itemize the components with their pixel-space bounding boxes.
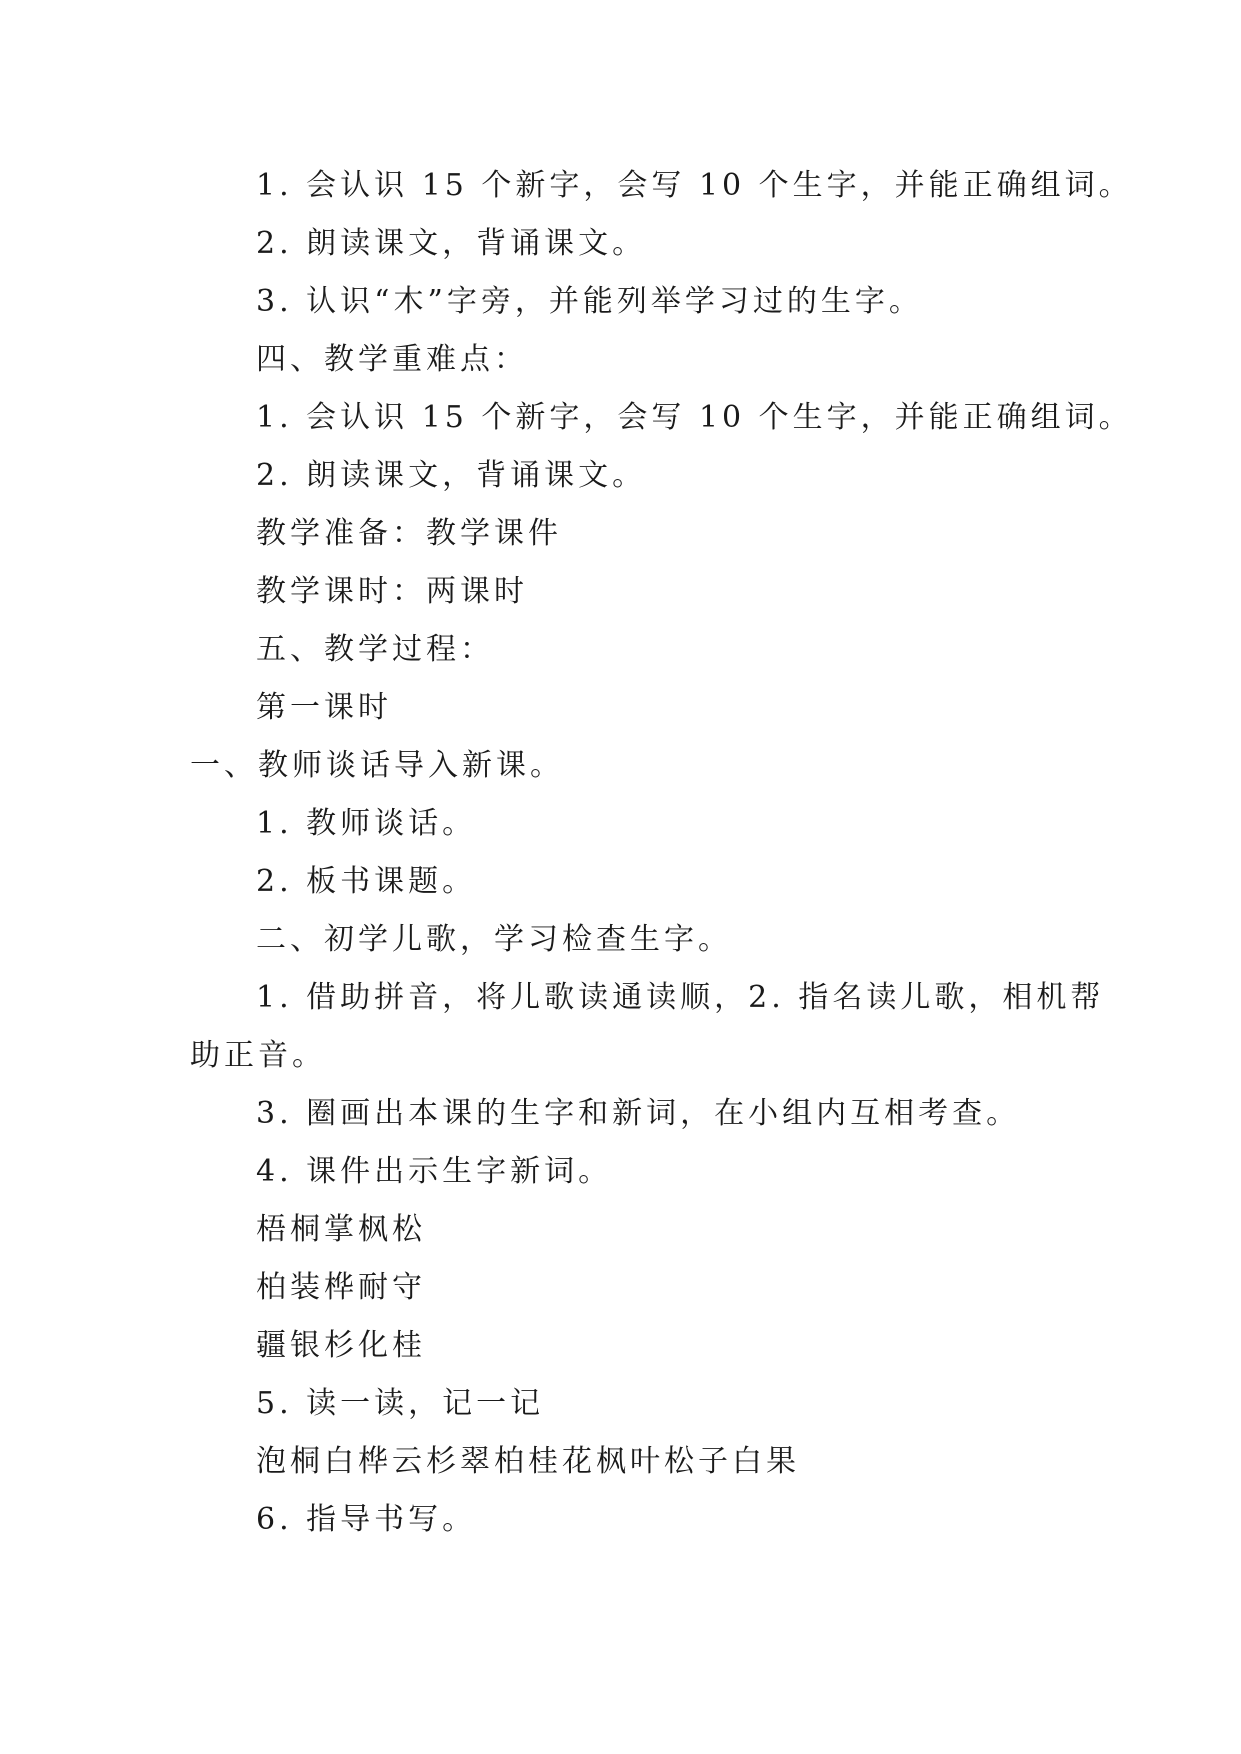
subsection-heading: 第一课时 bbox=[256, 690, 392, 725]
text-line: 教学课时：两课时 bbox=[256, 574, 528, 609]
text-line: 2. 朗读课文，背诵课文。 bbox=[256, 226, 647, 261]
section-heading: 五、教学过程： bbox=[256, 632, 494, 667]
section-heading: 四、教学重难点： bbox=[256, 342, 528, 377]
text-line: 1. 借助拼音，将儿歌读通读顺，2. 指名读儿歌，相机帮 bbox=[256, 980, 1105, 1015]
character-group: 柏装桦耐守 bbox=[256, 1270, 426, 1305]
text-line: 4. 课件出示生字新词。 bbox=[256, 1154, 613, 1189]
text-line: 2. 板书课题。 bbox=[256, 864, 477, 899]
text-line: 3. 圈画出本课的生字和新词，在小组内互相考查。 bbox=[256, 1096, 1021, 1131]
text-line: 5. 读一读，记一记 bbox=[256, 1386, 545, 1421]
text-line: 3. 认识“木”字旁，并能列举学习过的生字。 bbox=[256, 284, 923, 319]
character-group: 疆银杉化桂 bbox=[256, 1328, 426, 1363]
text-line: 6. 指导书写。 bbox=[256, 1502, 477, 1537]
section-heading: 一、教师谈话导入新课。 bbox=[190, 748, 564, 783]
word-list: 泡桐白桦云杉翠柏桂花枫叶松子白果 bbox=[256, 1444, 800, 1479]
text-line: 1. 会认识 15 个新字，会写 10 个生字，并能正确组词。 bbox=[256, 400, 1133, 435]
text-line: 1. 会认识 15 个新字，会写 10 个生字，并能正确组词。 bbox=[256, 168, 1133, 203]
text-line: 助正音。 bbox=[190, 1038, 326, 1073]
text-line: 2. 朗读课文，背诵课文。 bbox=[256, 458, 647, 493]
character-group: 梧桐掌枫松 bbox=[256, 1212, 426, 1247]
text-line: 教学准备：教学课件 bbox=[256, 516, 562, 551]
text-line: 1. 教师谈话。 bbox=[256, 806, 477, 841]
section-heading: 二、初学儿歌，学习检查生字。 bbox=[256, 922, 732, 957]
